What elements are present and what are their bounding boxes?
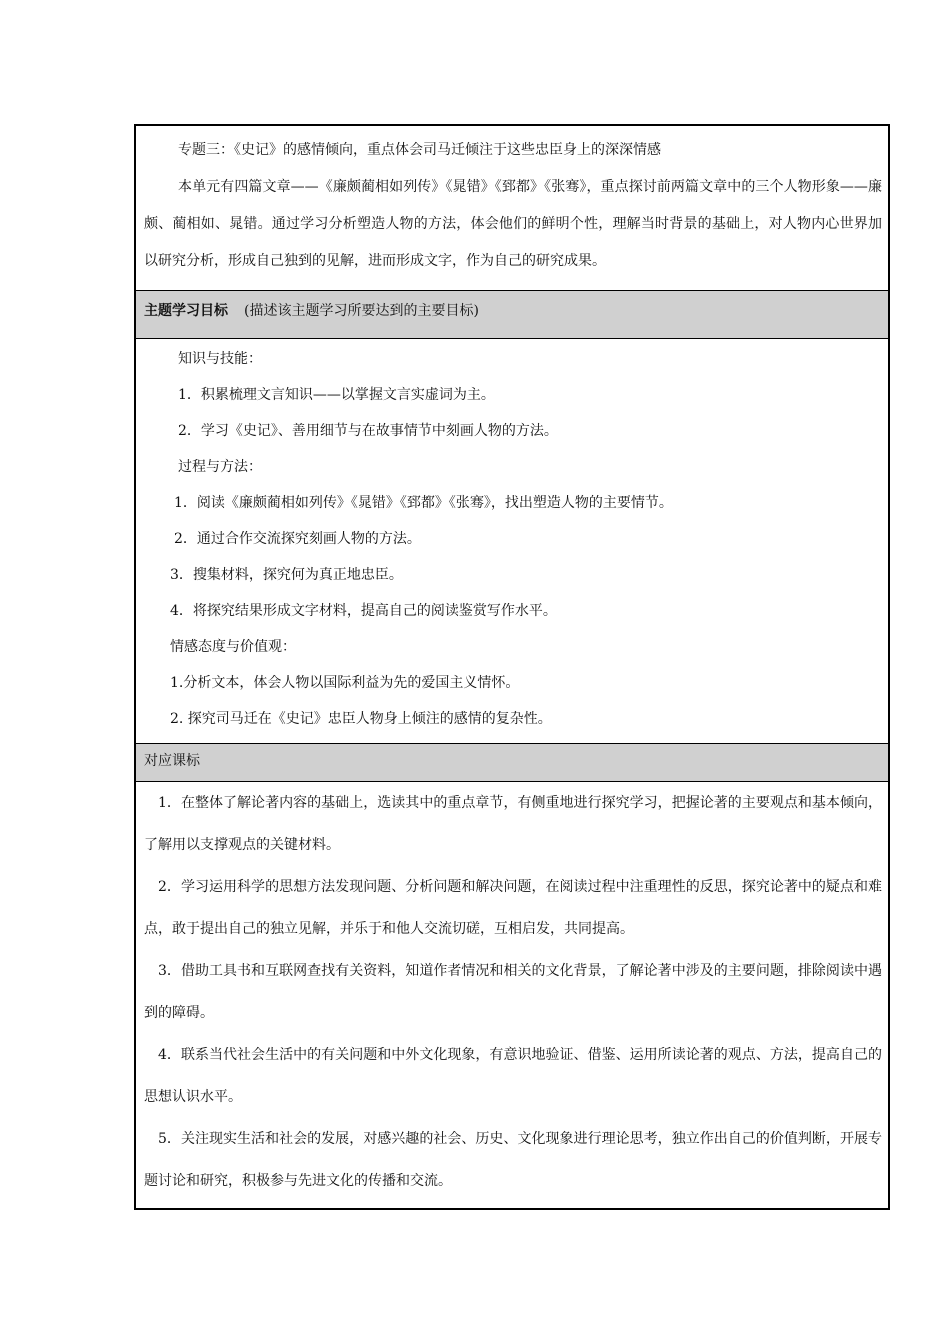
standard-item-1-text: 1．在整体了解论著内容的基础上，选读其中的重点章节，有侧重地进行探究学习，把握论著的主要观点和基本倾向，了解用以支撑观点的关键材料。 [144,795,882,853]
standard-item-4 [136,1034,888,1118]
standard-item-2 [136,866,888,950]
process-item-2: 2．通过合作交流探究刻画人物的方法。 [174,531,421,547]
standards-section [136,781,888,1208]
standard-item-4-text: 4．联系当代社会生活中的有关问题和中外文化现象，有意识地验证、借鉴、运用所读论著的观点、方法，提高自己的思想认识水平。 [144,1047,882,1105]
standard-item-3-text: 3．借助工具书和互联网查找有关资料，知道作者情况和相关的文化背景，了解论著中涉及的主要问题，排除阅读中遇到的障碍。 [144,963,882,1021]
process-item-3: 3．搜集材料，探究何为真正地忠臣。 [170,567,403,583]
process-item-4: 4．将探究结果形成文字材料，提高自己的阅读鉴赏写作水平。 [170,603,557,619]
emotion-title: 情感态度与价值观： [170,639,296,655]
standards-header-title: 对应课标 [144,753,200,769]
emotion-item-1: 1.分析文本，体会人物以国际利益为先的爱国主义情怀。 [170,675,520,691]
standards-header [136,743,888,781]
standard-item-1 [136,782,888,866]
knowledge-title: 知识与技能： [178,351,262,367]
goals-header-title: 主题学习目标 [144,303,228,319]
standard-item-5 [136,1118,888,1202]
goals-header [136,290,888,338]
process-item-1: 1．阅读《廉颇蔺相如列传》《晁错》《郅都》《张骞》，找出塑造人物的主要情节。 [174,495,673,511]
standard-item-3 [136,950,888,1034]
intro-section [136,126,888,290]
unit-overview-text: 本单元有四篇文章——《廉颇蔺相如列传》《晁错》《郅都》《张骞》，重点探讨前两篇文章中的三个人物形象——廉颇、蔺相如、晁错。通过学习分析塑造人物的方法，体会他们的鲜明个性，理解当时背景的基础上，对人物内心世界加以研究分析，形成自己独到的见解，进而形成文字，作为自己的研究成果。 [144,179,882,269]
standard-item-5-text: 5．关注现实生活和社会的发展，对感兴趣的社会、历史、文化现象进行理论思考，独立作出自己的价值判断，开展专题讨论和研究，积极参与先进文化的传播和交流。 [144,1131,882,1189]
emotion-item-2: 2. 探究司马迁在《史记》忠臣人物身上倾注的感情的复杂性。 [170,711,552,727]
knowledge-item-2: 2．学习《史记》、善用细节与在故事情节中刻画人物的方法。 [178,423,558,439]
lesson-plan-table [134,124,890,1210]
goals-section [136,338,888,743]
standard-item-2-text: 2．学习运用科学的思想方法发现问题、分析问题和解决问题，在阅读过程中注重理性的反思，探究论著中的疑点和难点，敢于提出自己的独立见解，并乐于和他人交流切磋，互相启发，共同提高。 [144,879,882,937]
knowledge-item-1: 1．积累梳理文言知识——以掌握文言实虚词为主。 [178,387,495,403]
topic-three-text: 专题三：《史记》的感情倾向，重点体会司马迁倾注于这些忠臣身上的深深情感 [178,142,661,158]
process-title: 过程与方法： [178,459,262,475]
goals-header-note: (描述该主题学习所要达到的主要目标) [244,303,479,319]
